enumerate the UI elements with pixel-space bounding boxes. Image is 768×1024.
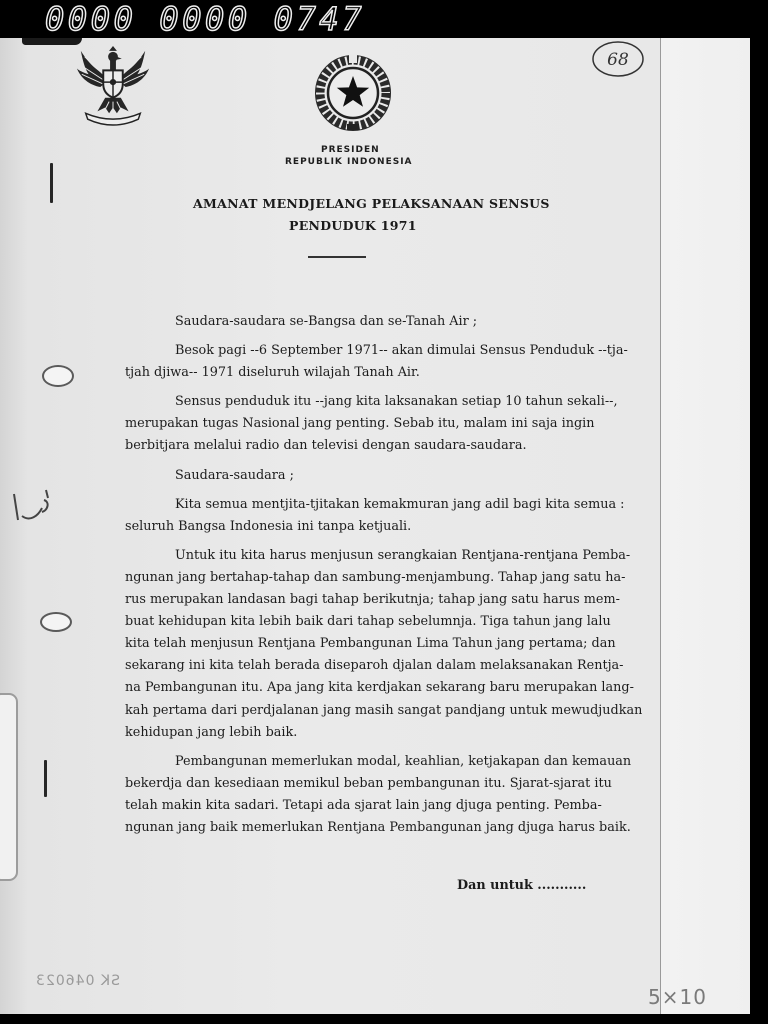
punch-hole <box>40 612 72 632</box>
torn-corner <box>22 38 82 45</box>
paragraph <box>125 465 645 487</box>
body-line: merupakan tugas Nasional jang penting. Sebab itu, malam ini saja ingin <box>125 416 595 432</box>
body-line: kita telah menjusun Rentjana Pembangunan Lima Tahun jang pertama; dan <box>125 636 616 652</box>
paragraph <box>125 545 645 744</box>
letterhead-line-2: REPUBLIK INDONESIA <box>285 157 413 167</box>
document-title-line-1: AMANAT MENDJELANG PELAKSANAAN SENSUS <box>193 196 550 211</box>
paragraph <box>125 494 645 538</box>
body-line: Kita semua mentjita-tjitakan kemakmuran jang adil bagi kita semua : <box>175 496 625 512</box>
body-line: rus merupakan landasan bagi tahap berikutnja; tahap jang satu harus mem- <box>125 592 620 608</box>
body-line: kah pertama dari perdjalanan jang masih sangat pandjang untuk mewudjudkan <box>125 702 643 718</box>
frame-reduction-mark: 5×10 <box>648 985 707 1009</box>
body-line: Besok pagi --6 September 1971-- akan dimulai Sensus Penduduk --tja- <box>175 343 628 359</box>
body-line: ngunan jang baik memerlukan Rentjana Pembangunan jang djuga harus baik. <box>125 819 631 835</box>
microfilm-frame-number: 0000 0000 0747 <box>45 0 366 38</box>
body-line: bekerdja dan kesediaan memikul beban pembangunan itu. Sjarat-sjarat itu <box>125 775 612 791</box>
back-sheet-edge <box>660 38 750 1014</box>
document-title-line-2: PENDUDUK 1971 <box>289 218 417 233</box>
body-line: berbitjara melalui radio dan televisi dengan saudara-saudara. <box>125 438 527 454</box>
document-page <box>0 38 750 1014</box>
body-line: buat kehidupan kita lebih baik dari tahap sebelumnja. Tiga tahun jang lalu <box>125 614 611 630</box>
body-line: Saudara-saudara se-Bangsa dan se-Tanah Air ; <box>175 314 478 329</box>
body-line: seluruh Bangsa Indonesia ini tanpa ketjuali. <box>125 518 412 534</box>
body-line: kehidupan jang lebih baik. <box>125 724 298 740</box>
body-line: ngunan jang bertahap-tahap dan sambung-menjambung. Tahap jang satu ha- <box>125 569 626 585</box>
body-line: Pembangunan memerlukan modal, keahlian, ketjakapan dan kemauan <box>175 753 632 769</box>
handwritten-page-number <box>590 38 646 80</box>
margin-mark <box>44 760 47 797</box>
speech-body <box>125 311 645 846</box>
staple-mark <box>8 486 54 528</box>
body-line: Untuk itu kita harus menjusun serangkaian Rentjana-rentjana Pemba- <box>175 547 631 563</box>
presidential-seal-icon <box>311 51 395 135</box>
body-line: na Pembangunan itu. Apa jang kita kerdjakan sekarang baru merupakan lang- <box>125 680 634 696</box>
title-underline <box>308 256 366 258</box>
body-line: Sensus penduduk itu --jang kita laksanakan setiap 10 tahun sekali--, <box>175 394 618 410</box>
paragraph <box>125 311 645 333</box>
continuation-note: Dan untuk ........... <box>457 878 587 893</box>
body-line: sekarang ini kita telah berada diseparoh djalan dalam melaksanakan Rentja- <box>125 658 624 674</box>
paragraph <box>125 340 645 384</box>
body-line: Saudara-saudara ; <box>175 467 294 483</box>
page-number-text: 68 <box>607 50 629 70</box>
body-line: tjah djiwa-- 1971 diseluruh wilajah Tanah Air. <box>125 365 420 381</box>
body-line: telah makin kita sadari. Tetapi ada sjarat lain jang djuga penting. Pemba- <box>125 797 602 813</box>
garuda-emblem <box>74 44 152 128</box>
letterhead-line-1: PRESIDEN <box>321 145 380 155</box>
binding-tab <box>0 693 18 881</box>
margin-mark <box>50 163 53 203</box>
archive-mark-show-through: SK 046023 <box>35 973 120 989</box>
paragraph <box>125 751 645 839</box>
punch-hole <box>42 365 74 387</box>
paragraph <box>125 391 645 457</box>
